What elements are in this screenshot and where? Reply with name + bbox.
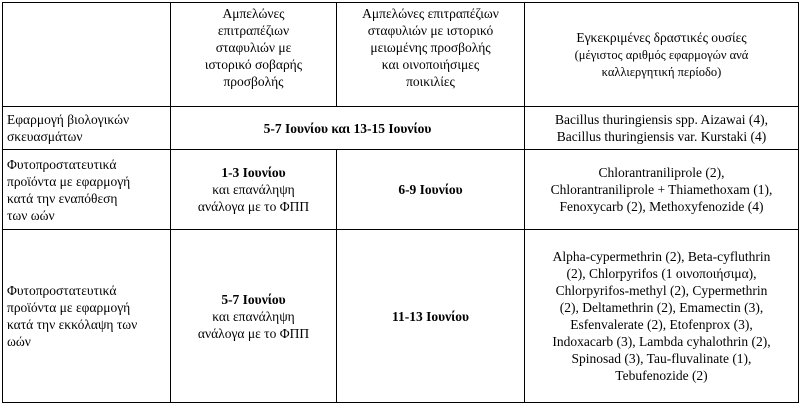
header-empty-cell (3, 3, 171, 107)
row-label-biological: Εφαρμογή βιολογικών σκευασμάτων (3, 107, 171, 150)
header-severe-history: Αμπελώνες επιτραπέζιων σταφυλιών με ιστορικό σοβαρής προσβολής (171, 3, 337, 107)
header-active-substances (525, 3, 799, 107)
dates-severe-egg-hatching: 5-7 Ιουνίου και επανάληψη ανάλογα με το ΦΠΠ (171, 230, 337, 403)
table-row (3, 230, 799, 403)
dates-reduced-egg-hatching: 11-13 Ιουνίου (337, 230, 525, 403)
dates-reduced-egg-deposition: 6-9 Ιουνίου (337, 150, 525, 230)
table-row (3, 107, 799, 150)
header-substances-note: (μέγιστος αριθμός εφαρμογών ανά καλλιεργητική περίοδο) (574, 48, 749, 79)
row-label-egg-deposition: Φυτοπροστατευτικά προϊόντα με εφαρμογή κατά την εναπόθεση των ωών (3, 150, 171, 230)
substances-egg-deposition: Chlorantraniliprole (2), Chlorantraniliprole + Thiamethoxam (1), Fenoxycarb (2), Methoxyfenozide (4) (525, 150, 799, 230)
merged-application-dates: 5-7 Ιουνίου και 13-15 Ιουνίου (171, 107, 525, 150)
substances-biological: Bacillus thuringiensis spp. Aizawai (4), Bacillus thuringiensis var. Kurstaki (4) (525, 107, 799, 150)
dates-severe-egg-deposition: 1-3 Ιουνίου και επανάληψη ανάλογα με το ΦΠΠ (171, 150, 337, 230)
substances-egg-hatching: Alpha-cypermethrin (2), Beta-cyfluthrin (2), Chlorpyrifos (1 οινοποιήσιμα), Chlorpyrifos-methyl (2), Cypermethrin (2), Deltamethrin (2), Emamectin (3), Esfenvalerate (2), Etofenprox (3), Indoxacarb (3), Lambda cyhalothrin (2), Spinosad (3), Tau-fluvalinate (1), Tebufenozide (2) (525, 230, 799, 403)
table-row (3, 150, 799, 230)
header-reduced-history: Αμπελώνες επιτραπέζιων σταφυλιών με ιστορικό μειωμένης προσβολής και οινοποιήσιμες ποικιλίες (337, 3, 525, 107)
pesticide-schedule-table (2, 2, 799, 403)
header-row (3, 3, 799, 107)
row-label-egg-hatching: Φυτοπροστατευτικά προϊόντα με εφαρμογή κατά την εκκόλαψη των ωών (3, 230, 171, 403)
header-substances-title: Εγκεκριμένες δραστικές ουσίες (576, 30, 747, 45)
